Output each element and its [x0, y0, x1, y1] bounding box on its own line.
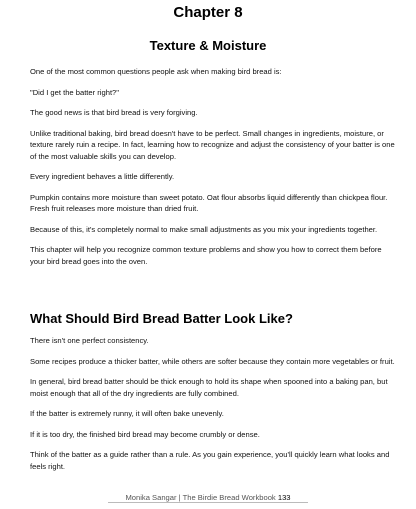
paragraph: This chapter will help you recognize common texture problems and show you how to correct them before your bird bread goes into the oven.: [30, 245, 382, 266]
paragraph: In general, bird bread batter should be thick enough to hold its shape when spooned into a baking pan, but moist enough that all of the dry ingredients are fully combined.: [30, 377, 388, 398]
section-title: Texture & Moisture: [149, 38, 267, 53]
chapter-label: Chapter 8: [173, 4, 243, 21]
batter-text-block: [30, 335, 396, 481]
paragraph: Some recipes produce a thicker batter, while others are softer because they contain more vegetables or fruit.: [30, 356, 395, 366]
paragraph: Unlike traditional baking, bird bread doesn't have to be perfect. Small changes in ingredients, moisture, or texture rarely ruin a recipe. In fact, learning how to recognize and adjust the consistency of your batter is one of the most valuable skills you can develop.: [30, 128, 395, 161]
footer-text: Monika Sangar | The Birdie Bread Workbook: [125, 493, 276, 502]
footer-divider: [108, 502, 308, 503]
paragraph: Because of this, it's completely normal to make small adjustments as you mix your ingredients together.: [30, 224, 378, 234]
paragraph: One of the most common questions people ask when making bird bread is:: [30, 67, 282, 76]
paragraph: If the batter is extremely runny, it will often bake unevenly.: [30, 409, 224, 418]
paragraph: If it is too dry, the finished bird bread may become crumbly or dense.: [30, 429, 260, 439]
paragraph: Think of the batter as a guide rather than a rule. As you gain experience, you'll quickly learn what looks and feels right.: [30, 450, 390, 471]
paragraph: The good news is that bird bread is very forgiving.: [30, 108, 198, 117]
intro-text-block: [30, 66, 396, 276]
paragraph: There isn't one perfect consistency.: [30, 336, 149, 345]
paragraph: "Did I get the batter right?": [30, 87, 119, 97]
page-number: 133: [277, 493, 291, 502]
paragraph: Pumpkin contains more moisture than sweet potato. Oat flour absorbs liquid differently than chickpea flour. Fresh fruit releases more moisture than dried fruit.: [30, 192, 388, 213]
paragraph: Every ingredient behaves a little differently.: [30, 172, 175, 181]
section-heading: What Should Bird Bread Batter Look Like?: [30, 311, 293, 326]
